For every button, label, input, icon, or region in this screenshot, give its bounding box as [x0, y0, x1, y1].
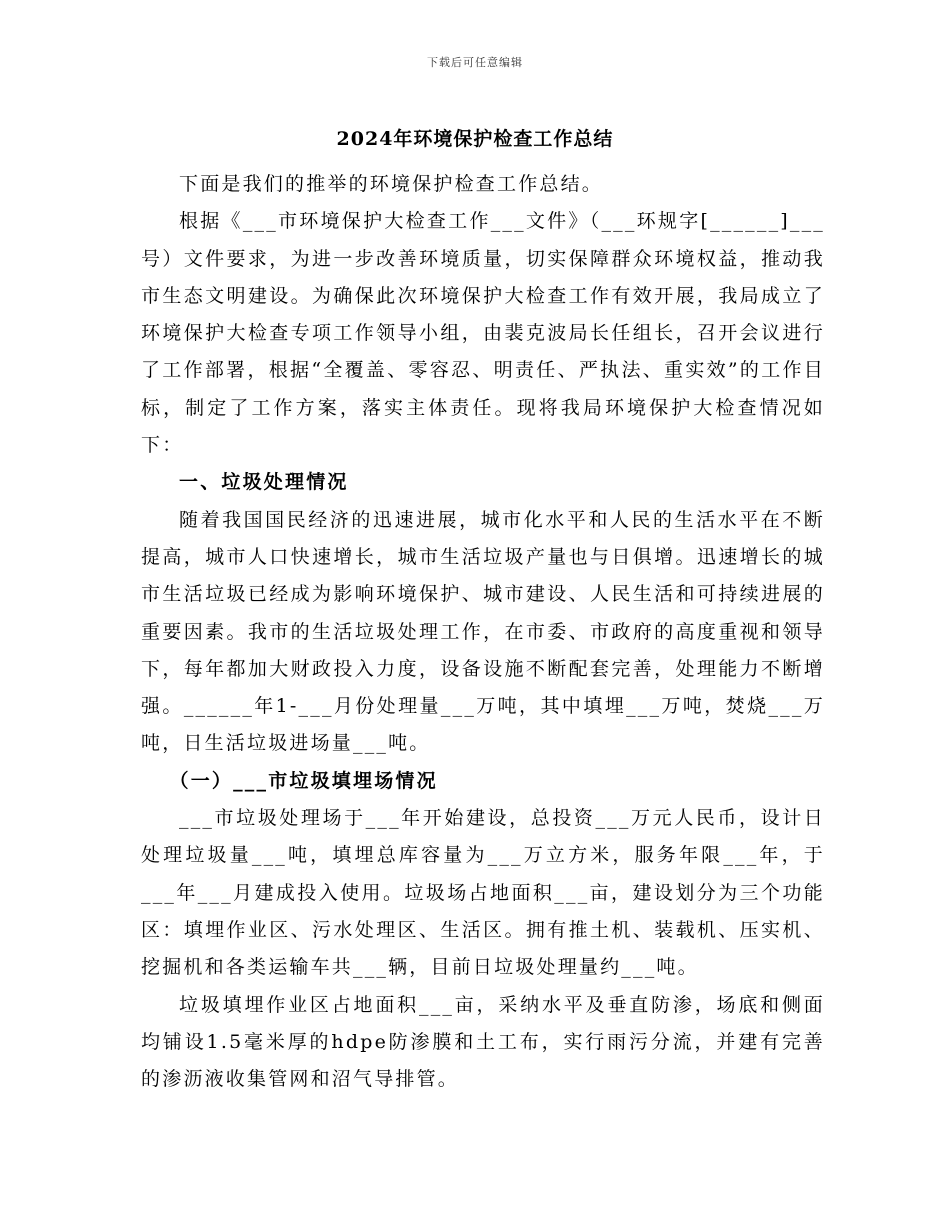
subsection-heading-1: （一）___市垃圾填埋场情况	[169, 769, 438, 792]
intro-paragraph: 下面是我们的推举的环境保护检查工作总结。	[179, 173, 604, 195]
section-heading-1: 一、垃圾处理情况	[179, 471, 349, 494]
paragraph-4: 垃圾填埋作业区占地面积___亩，采纳水平及垂直防渗，场底和侧面均铺设1.5毫米厚的hdpe防渗膜和土工布，实行雨污分流，并建有完善的渗沥液收集管网和沼气导排管。	[141, 993, 825, 1091]
paragraph-3: ___市垃圾处理场于___年开始建设，总投资___万元人民币，设计日处理垃圾量___吨，填埋总库容量为___万立方米，服务年限___年，于___年___月建成投入使用。垃圾场占地面积___亩，建设划分为三个功能区：填埋作业区、污水处理区、生活区。拥有推土机、装载机、压实机、挖掘机和各类运输车共___辆，目前日垃圾处理量约___吨。	[141, 807, 825, 979]
document-title: 2024年环境保护检查工作总结	[336, 128, 614, 150]
paragraph-1: 根据《___市环境保护大检查工作___文件》（___环规字[______]___号）文件要求，为进一步改善环境质量，切实保障群众环境权益，推动我市生态文明建设。为确保此次环境保护大检查工作有效开展，我局成立了环境保护大检查专项工作领导小组，由裴克波局长任组长，召开会议进行了工作部署，根据“全覆盖、零容忍、明责任、严执法、重实效”的工作目标，制定了工作方案，落实主体责任。现将我局环境保护大检查情况如下：	[141, 210, 825, 457]
paragraph-2: 随着我国国民经济的迅速进展，城市化水平和人民的生活水平在不断提高，城市人口快速增长，城市生活垃圾产量也与日俱增。迅速增长的城市生活垃圾已经成为影响环境保护、城市建设、人民生活和可持续进展的重要因素。我市的生活垃圾处理工作，在市委、市政府的高度重视和领导下，每年都加大财政投入力度，设备设施不断配套完善，处理能力不断增强。______年1-___月份处理量___万吨，其中填埋___万吨，焚烧___万吨，日生活垃圾进场量___吨。	[141, 508, 825, 755]
document-body	[141, 166, 825, 1098]
page-header-note: 下载后可任意编辑	[427, 56, 523, 69]
